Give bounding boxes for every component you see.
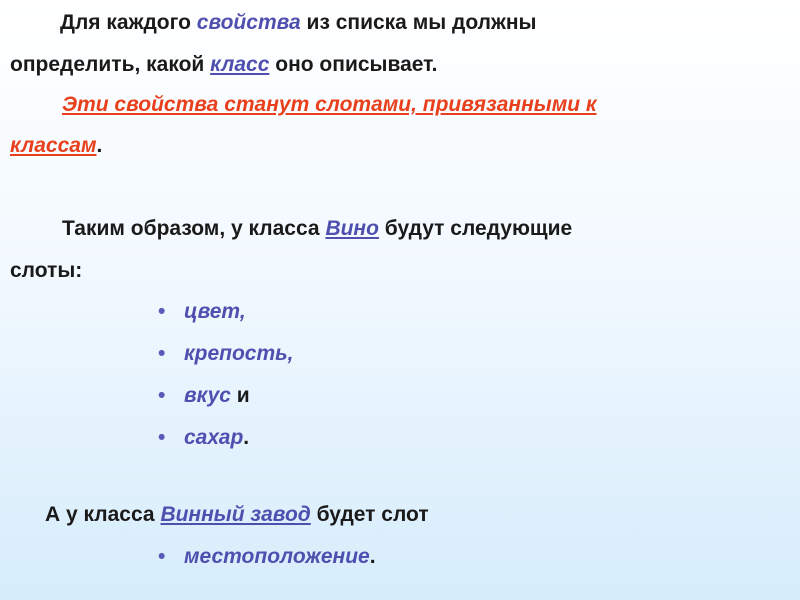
- text: А у класса: [45, 503, 161, 526]
- list-item: [158, 299, 246, 325]
- slot-tail: и: [230, 384, 250, 407]
- red-statement: Эти свойства станут слотами, привязанными к: [62, 93, 597, 116]
- list-item: [158, 544, 376, 570]
- bullet-icon: •: [158, 426, 166, 449]
- text: будут следующие: [378, 217, 573, 240]
- slot-tail: .: [369, 545, 376, 568]
- list-item: [158, 341, 293, 367]
- term-property: свойства: [196, 11, 301, 34]
- paragraph-2-line-1: [62, 92, 597, 118]
- text: будет слот: [310, 503, 429, 526]
- paragraph-2-line-2: [10, 133, 102, 159]
- bullet-icon: •: [158, 545, 166, 568]
- text: слоты:: [10, 259, 83, 282]
- term-class: класс: [210, 53, 270, 76]
- text: определить, какой: [10, 53, 211, 76]
- text: оно описывает.: [269, 53, 438, 76]
- slot-term: цвет: [184, 300, 240, 323]
- text: Таким образом, у класса: [62, 217, 326, 240]
- paragraph-3-line-2: [10, 258, 82, 284]
- bullet-icon: •: [158, 300, 166, 323]
- slot-tail: .: [243, 426, 250, 449]
- paragraph-4-line-1: [45, 502, 429, 528]
- text: .: [96, 134, 103, 157]
- list-item: [158, 425, 249, 451]
- slot-term: сахар: [184, 426, 244, 449]
- slot-term: вкус: [184, 384, 231, 407]
- text: Для каждого: [60, 11, 197, 34]
- slot-tail: ,: [239, 300, 246, 323]
- paragraph-1-line-2: [10, 52, 437, 78]
- bullet-icon: •: [158, 384, 166, 407]
- slot-tail: ,: [287, 342, 294, 365]
- term-wine: Вино: [325, 217, 379, 240]
- paragraph-1-line-1: [60, 10, 536, 36]
- red-statement-end: классам: [10, 134, 97, 157]
- bullet-icon: •: [158, 342, 166, 365]
- slot-term: местоположение: [184, 545, 370, 568]
- slot-term: крепость: [184, 342, 288, 365]
- list-item: [158, 383, 250, 409]
- text: из списка мы должны: [300, 11, 537, 34]
- term-winery: Винный завод: [160, 503, 311, 526]
- paragraph-3-line-1: [62, 216, 572, 242]
